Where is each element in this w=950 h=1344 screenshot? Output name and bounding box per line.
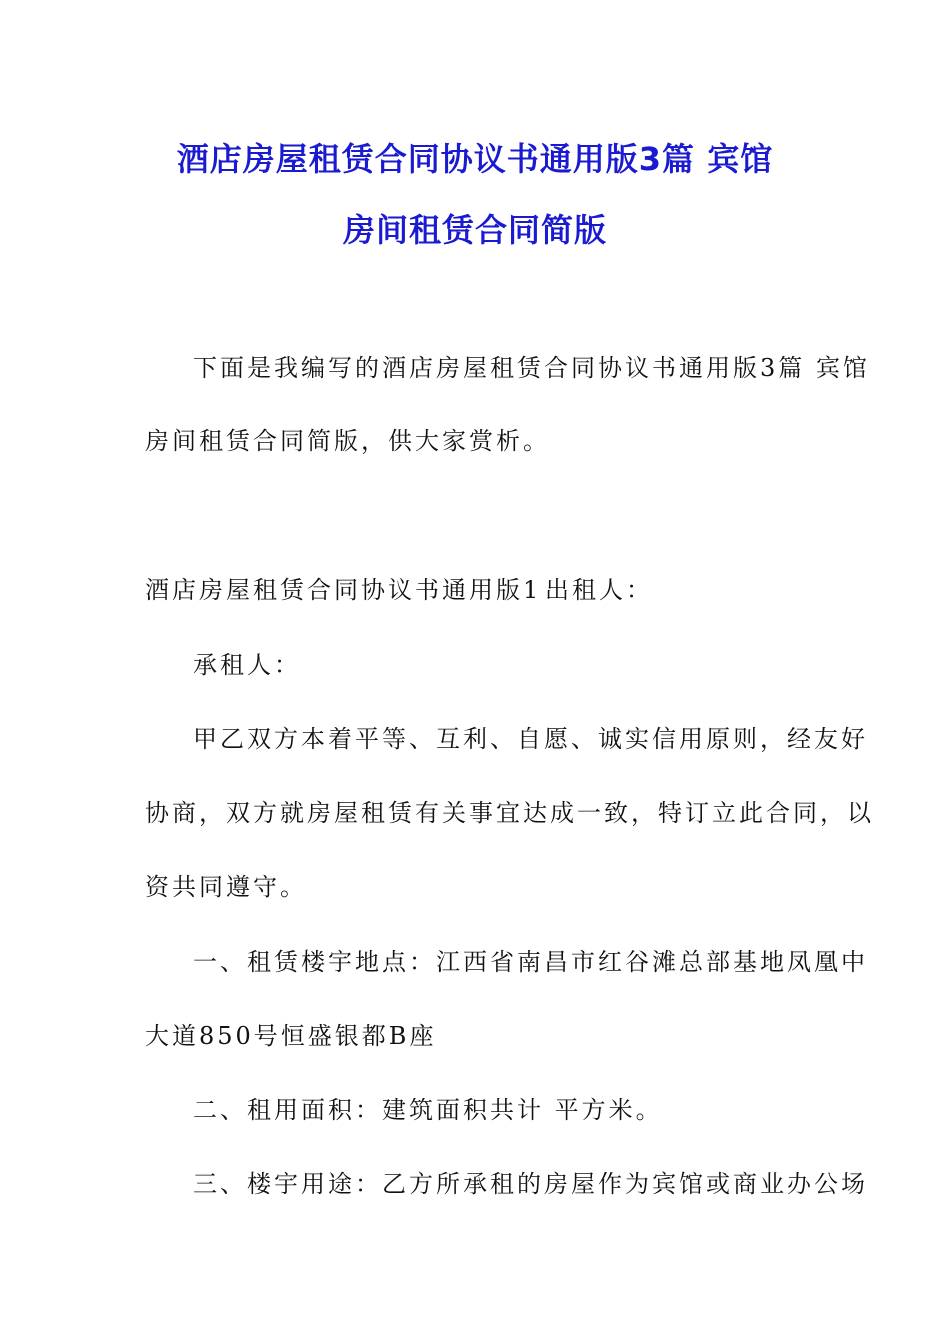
document-title-line-2: 房间租赁合同简版 bbox=[342, 211, 607, 249]
lessor-label: 出租人： bbox=[545, 576, 653, 604]
document-title-line-1: 酒店房屋租赁合同协议书通用版3篇 宾馆 bbox=[176, 140, 774, 178]
paragraph-1-line-3: 资共同遵守。 bbox=[145, 873, 307, 901]
intro-line-1: 下面是我编写的酒店房屋租赁合同协议书通用版3篇 宾馆 bbox=[193, 354, 870, 382]
paragraph-1-line-2: 协商，双方就房屋租赁有关事宜达成一致，特订立此合同，以 bbox=[145, 799, 874, 827]
item-3: 三、楼宇用途：乙方所承租的房屋作为宾馆或商业办公场 bbox=[193, 1170, 868, 1198]
lessee-label: 承租人： bbox=[193, 651, 301, 679]
item-1-line-1: 一、租赁楼宇地点：江西省南昌市红谷滩总部基地凤凰中 bbox=[193, 948, 868, 976]
section-heading: 酒店房屋租赁合同协议书通用版1 bbox=[145, 576, 542, 604]
intro-line-2: 房间租赁合同简版，供大家赏析。 bbox=[145, 427, 550, 455]
item-2: 二、租用面积：建筑面积共计 平方米。 bbox=[193, 1096, 663, 1124]
paragraph-1-line-1: 甲乙双方本着平等、互利、自愿、诚实信用原则，经友好 bbox=[193, 725, 868, 753]
item-1-line-2: 大道850号恒盛银都B座 bbox=[145, 1022, 437, 1050]
